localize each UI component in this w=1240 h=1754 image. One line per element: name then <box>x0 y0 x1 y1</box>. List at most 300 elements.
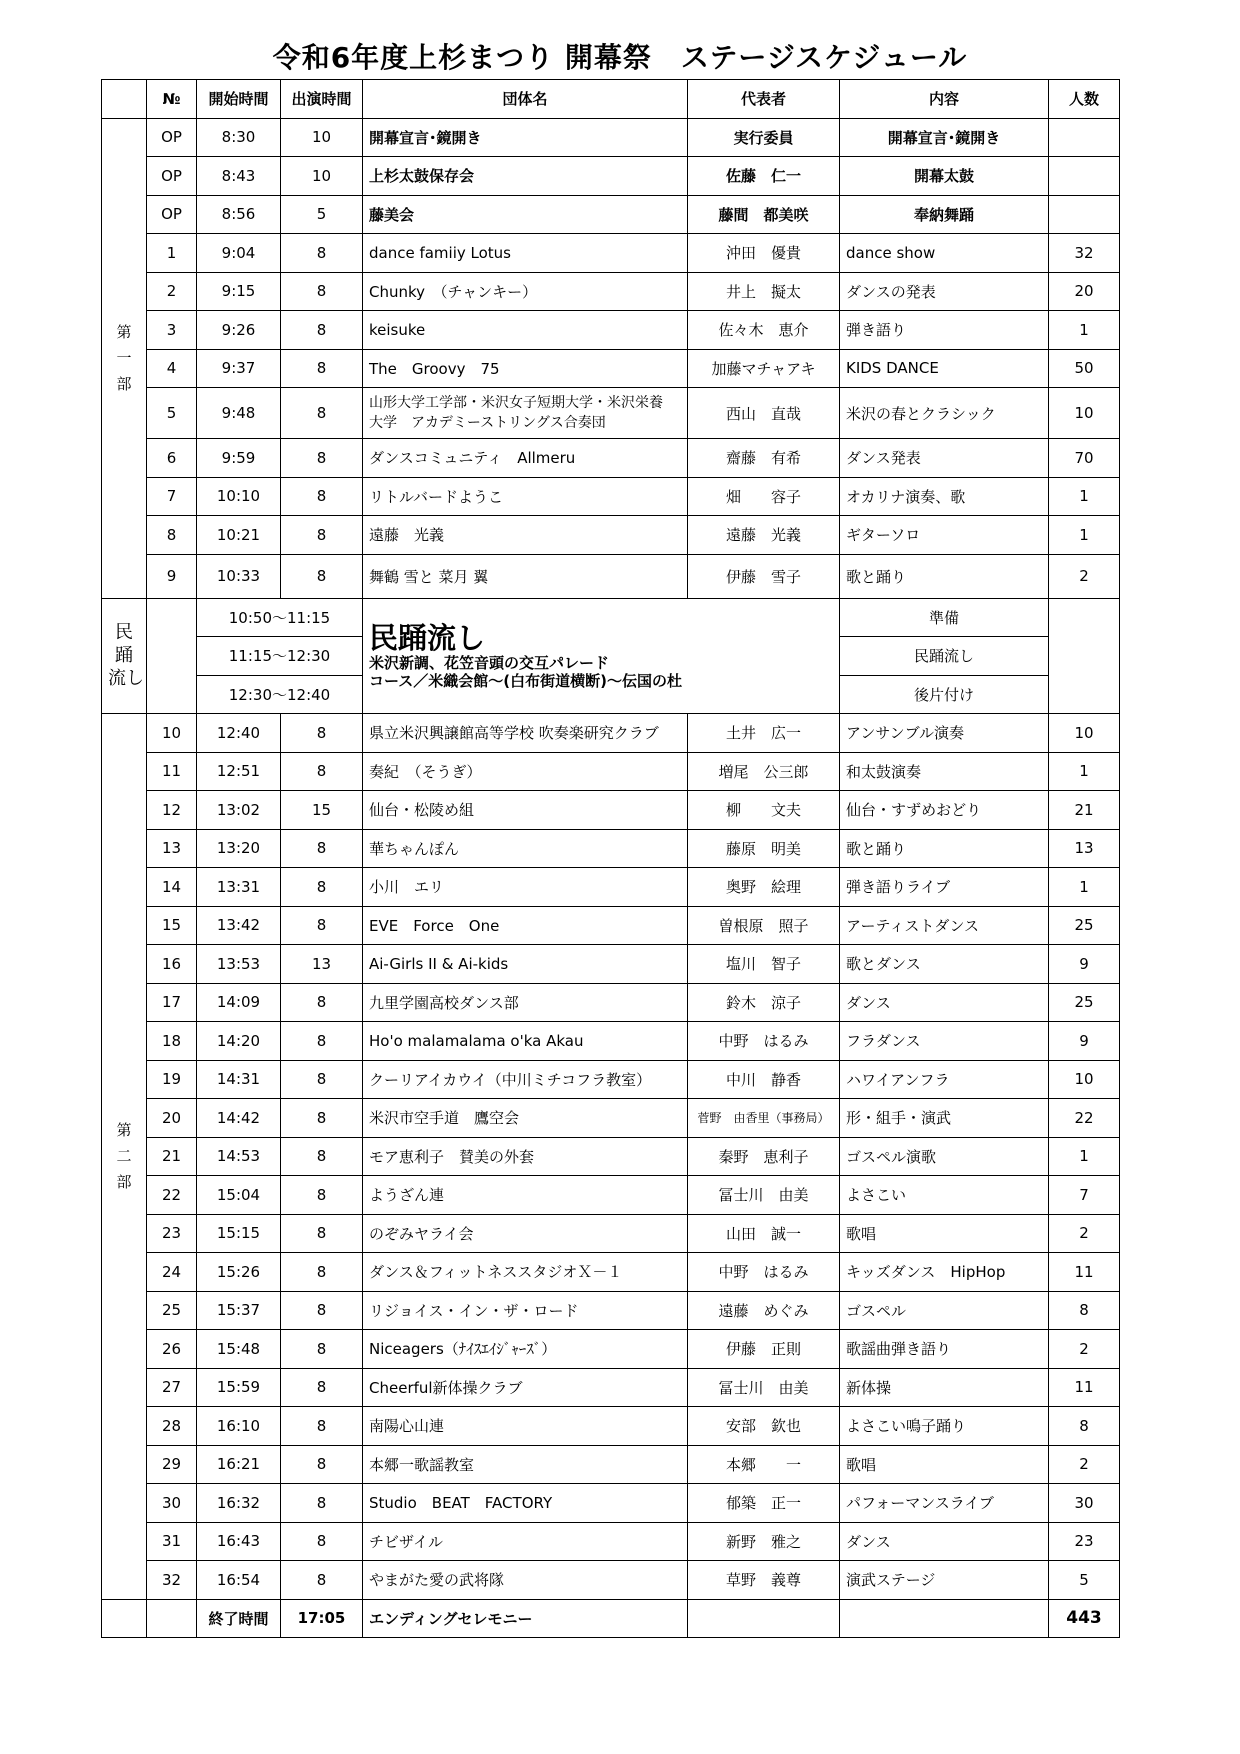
row-start-time: 15:59 <box>197 1368 281 1407</box>
table-row <box>102 477 1120 516</box>
row-start-time: 14:09 <box>197 983 281 1022</box>
row-count: 50 <box>1049 349 1120 388</box>
row-rep: 齋藤 有希 <box>688 439 840 478</box>
row-start-time: 8:30 <box>197 118 281 157</box>
row-group: 本郷一歌謡教室 <box>363 1445 688 1484</box>
row-start-time: 13:31 <box>197 868 281 907</box>
row-group: 藤美会 <box>363 195 688 234</box>
row-count: 11 <box>1049 1253 1120 1292</box>
end-total: 443 <box>1049 1599 1120 1638</box>
row-no: 18 <box>147 1022 197 1061</box>
table-row <box>102 1022 1120 1061</box>
row-no: 15 <box>147 906 197 945</box>
row-group-line1: 山形大学工学部・米沢女子短期大学・米沢栄養 <box>369 395 663 411</box>
row-rep: 伊藤 正則 <box>688 1330 840 1369</box>
row-group: ダンスコミュニティ Allmeru <box>363 439 688 478</box>
end-content <box>840 1599 1049 1638</box>
row-rep: 遠藤 めぐみ <box>688 1291 840 1330</box>
row-content: ダンス <box>840 1522 1049 1561</box>
row-count: 21 <box>1049 791 1120 830</box>
table-row <box>102 118 1120 157</box>
row-duration: 8 <box>281 1484 363 1523</box>
row-no: 11 <box>147 752 197 791</box>
table-row <box>102 1060 1120 1099</box>
table-row <box>102 1099 1120 1138</box>
row-start-time: 13:53 <box>197 945 281 984</box>
row-duration: 8 <box>281 234 363 273</box>
row-count: 32 <box>1049 234 1120 273</box>
row-count: 10 <box>1049 388 1120 439</box>
row-duration: 8 <box>281 1561 363 1600</box>
row-group: ようざん連 <box>363 1176 688 1215</box>
row-rep: 鈴木 涼子 <box>688 983 840 1022</box>
row-no: 2 <box>147 272 197 311</box>
row-content: 開幕宣言･鏡開き <box>840 118 1049 157</box>
row-no: 16 <box>147 945 197 984</box>
row-rep: 井上 擬太 <box>688 272 840 311</box>
row-group: 米沢市空手道 鷹空会 <box>363 1099 688 1138</box>
row-duration: 8 <box>281 388 363 439</box>
row-count: 1 <box>1049 752 1120 791</box>
row-rep: 山田 誠一 <box>688 1214 840 1253</box>
row-start-time: 9:15 <box>197 272 281 311</box>
table-row <box>102 516 1120 555</box>
minyo-title: 民踊流し <box>369 620 486 655</box>
row-count: 25 <box>1049 983 1120 1022</box>
row-group: のぞみヤライ会 <box>363 1214 688 1253</box>
row-count <box>1049 157 1120 196</box>
row-start-time: 14:20 <box>197 1022 281 1061</box>
table-row <box>102 906 1120 945</box>
end-rep <box>688 1599 840 1638</box>
row-no: 23 <box>147 1214 197 1253</box>
row-content: dance show <box>840 234 1049 273</box>
header-row <box>102 80 1120 119</box>
row-duration: 8 <box>281 1445 363 1484</box>
schedule-table <box>101 79 1120 1638</box>
schedule-body <box>102 118 1120 1638</box>
row-duration: 8 <box>281 983 363 1022</box>
row-no: 7 <box>147 477 197 516</box>
row-count: 5 <box>1049 1561 1120 1600</box>
row-start-time: 12:51 <box>197 752 281 791</box>
row-rep: 菅野 由香里（事務局） <box>688 1099 840 1138</box>
row-rep: 佐藤 仁一 <box>688 157 840 196</box>
table-row <box>102 1484 1120 1523</box>
row-no: 13 <box>147 829 197 868</box>
row-count: 25 <box>1049 906 1120 945</box>
header-duration: 出演時間 <box>281 80 363 119</box>
table-row <box>102 1176 1120 1215</box>
row-duration: 8 <box>281 906 363 945</box>
row-count: 2 <box>1049 1214 1120 1253</box>
row-content: ゴスペル演歌 <box>840 1137 1049 1176</box>
row-rep: 新野 雅之 <box>688 1522 840 1561</box>
row-group: やまがた愛の武将隊 <box>363 1561 688 1600</box>
row-start-time: 9:48 <box>197 388 281 439</box>
end-title: エンディングセレモニー <box>363 1599 688 1638</box>
row-no: 5 <box>147 388 197 439</box>
row-group: 舞鶴 雪と 菜月 翼 <box>363 554 688 598</box>
row-count: 1 <box>1049 1137 1120 1176</box>
row-count: 20 <box>1049 272 1120 311</box>
table-row <box>102 1445 1120 1484</box>
row-no: OP <box>147 195 197 234</box>
table-row <box>102 1330 1120 1369</box>
minyo-time: 11:15～12:30 <box>197 637 363 676</box>
table-row <box>102 439 1120 478</box>
row-duration: 8 <box>281 311 363 350</box>
table-row <box>102 1214 1120 1253</box>
row-no: 28 <box>147 1407 197 1446</box>
row-no: 27 <box>147 1368 197 1407</box>
row-duration: 8 <box>281 1214 363 1253</box>
row-start-time: 15:37 <box>197 1291 281 1330</box>
row-start-time: 13:02 <box>197 791 281 830</box>
row-count: 30 <box>1049 1484 1120 1523</box>
row-count: 8 <box>1049 1291 1120 1330</box>
row-content: ダンスの発表 <box>840 272 1049 311</box>
row-content: アンサンブル演奏 <box>840 714 1049 753</box>
row-group: 九里学園高校ダンス部 <box>363 983 688 1022</box>
row-start-time: 14:42 <box>197 1099 281 1138</box>
row-rep: 伊藤 雪子 <box>688 554 840 598</box>
row-group: The Groovy 75 <box>363 349 688 388</box>
row-duration: 15 <box>281 791 363 830</box>
row-group: Ai-Girls II & Ai-kids <box>363 945 688 984</box>
minyo-desc-2: コース／米織会館～(白布街道横断)～伝国の杜 <box>369 671 682 690</box>
row-content: 奉納舞踊 <box>840 195 1049 234</box>
row-content: ダンス発表 <box>840 439 1049 478</box>
row-group: keisuke <box>363 311 688 350</box>
row-content: 演武ステージ <box>840 1561 1049 1600</box>
row-no: 10 <box>147 714 197 753</box>
row-group: リトルバードようこ <box>363 477 688 516</box>
table-row <box>102 1291 1120 1330</box>
row-content: 米沢の春とクラシック <box>840 388 1049 439</box>
row-count: 13 <box>1049 829 1120 868</box>
row-rep: 柳 文夫 <box>688 791 840 830</box>
row-rep: 佐々木 恵介 <box>688 311 840 350</box>
row-rep: 秦野 恵利子 <box>688 1137 840 1176</box>
row-start-time: 10:10 <box>197 477 281 516</box>
header-group: 団体名 <box>363 80 688 119</box>
row-content: ハワイアンフラ <box>840 1060 1049 1099</box>
row-duration: 8 <box>281 349 363 388</box>
row-duration: 8 <box>281 1137 363 1176</box>
row-content: フラダンス <box>840 1022 1049 1061</box>
row-content: 和太鼓演奏 <box>840 752 1049 791</box>
row-rep: 草野 義尊 <box>688 1561 840 1600</box>
row-rep: 加藤マチャアキ <box>688 349 840 388</box>
row-count: 10 <box>1049 1060 1120 1099</box>
row-group: Niceagers（ﾅｲｽｴｲｼﾞｬｰｽﾞ） <box>363 1330 688 1369</box>
section-label-part1: 第 一 部 <box>102 118 147 598</box>
row-start-time: 14:53 <box>197 1137 281 1176</box>
row-duration: 8 <box>281 1060 363 1099</box>
row-duration: 8 <box>281 272 363 311</box>
row-content: よさこい鳴子踊り <box>840 1407 1049 1446</box>
row-rep: 藤原 明美 <box>688 829 840 868</box>
row-no: 30 <box>147 1484 197 1523</box>
row-no: 17 <box>147 983 197 1022</box>
row-count: 11 <box>1049 1368 1120 1407</box>
minyo-description <box>363 598 840 714</box>
row-duration: 8 <box>281 1022 363 1061</box>
row-group: 華ちゃんぽん <box>363 829 688 868</box>
row-content: ゴスペル <box>840 1291 1049 1330</box>
row-count: 1 <box>1049 311 1120 350</box>
row-content: 仙台・すずめおどり <box>840 791 1049 830</box>
row-start-time: 9:59 <box>197 439 281 478</box>
row-duration: 8 <box>281 1368 363 1407</box>
minyo-step: 後片付け <box>840 675 1049 714</box>
minyo-step: 準備 <box>840 598 1049 637</box>
row-duration: 8 <box>281 477 363 516</box>
row-content: 歌とダンス <box>840 945 1049 984</box>
row-group-line2: 大学 アカデミーストリングス合奏団 <box>369 415 606 431</box>
row-count: 70 <box>1049 439 1120 478</box>
table-row <box>102 983 1120 1022</box>
table-row <box>102 868 1120 907</box>
row-rep: 畑 容子 <box>688 477 840 516</box>
row-duration: 8 <box>281 1253 363 1292</box>
header-content: 内容 <box>840 80 1049 119</box>
row-rep: 西山 直哉 <box>688 388 840 439</box>
row-rep: 曽根原 照子 <box>688 906 840 945</box>
row-content: 形・組手・演武 <box>840 1099 1049 1138</box>
row-group: ダンス＆フィットネススタジオＸ－１ <box>363 1253 688 1292</box>
row-no: 25 <box>147 1291 197 1330</box>
row-count <box>1049 118 1120 157</box>
row-count: 10 <box>1049 714 1120 753</box>
row-group: Cheerful新体操クラブ <box>363 1368 688 1407</box>
row-no: 1 <box>147 234 197 273</box>
row-count: 1 <box>1049 516 1120 555</box>
row-rep: 安部 欽也 <box>688 1407 840 1446</box>
row-group: クーリアイカウイ（中川ミチコフラ教室） <box>363 1060 688 1099</box>
row-rep: 塩川 智子 <box>688 945 840 984</box>
table-row <box>102 945 1120 984</box>
row-count: 7 <box>1049 1176 1120 1215</box>
table-row <box>102 1368 1120 1407</box>
minyo-row <box>102 598 1120 637</box>
row-start-time: 16:32 <box>197 1484 281 1523</box>
row-content: キッズダンス HipHop <box>840 1253 1049 1292</box>
row-rep: 郁築 正一 <box>688 1484 840 1523</box>
row-rep: 実行委員 <box>688 118 840 157</box>
row-no: 6 <box>147 439 197 478</box>
row-rep: 冨士川 由美 <box>688 1368 840 1407</box>
row-group: EVE Force One <box>363 906 688 945</box>
row-no: 24 <box>147 1253 197 1292</box>
row-start-time: 8:56 <box>197 195 281 234</box>
row-content: ギターソロ <box>840 516 1049 555</box>
row-count <box>1049 195 1120 234</box>
row-start-time: 15:04 <box>197 1176 281 1215</box>
row-no: 9 <box>147 554 197 598</box>
row-start-time: 16:54 <box>197 1561 281 1600</box>
row-duration: 5 <box>281 195 363 234</box>
row-duration: 8 <box>281 868 363 907</box>
row-start-time: 10:33 <box>197 554 281 598</box>
row-rep: 中野 はるみ <box>688 1253 840 1292</box>
row-content: KIDS DANCE <box>840 349 1049 388</box>
header-section <box>102 80 147 119</box>
row-start-time: 12:40 <box>197 714 281 753</box>
row-group: 開幕宣言･鏡開き <box>363 118 688 157</box>
row-content: よさこい <box>840 1176 1049 1215</box>
row-group: 奏紀 （そうぎ） <box>363 752 688 791</box>
row-content: 弾き語りライブ <box>840 868 1049 907</box>
row-group: Ho'o malamalama o'ka Akau <box>363 1022 688 1061</box>
row-group: 遠藤 光義 <box>363 516 688 555</box>
row-count: 1 <box>1049 868 1120 907</box>
row-count: 22 <box>1049 1099 1120 1138</box>
table-row <box>102 157 1120 196</box>
table-row <box>102 1522 1120 1561</box>
table-row <box>102 714 1120 753</box>
row-no: 31 <box>147 1522 197 1561</box>
row-count: 23 <box>1049 1522 1120 1561</box>
table-row <box>102 829 1120 868</box>
row-duration: 10 <box>281 118 363 157</box>
minyo-time: 12:30～12:40 <box>197 675 363 714</box>
row-duration: 8 <box>281 752 363 791</box>
row-group: dance famiiy Lotus <box>363 234 688 273</box>
row-no: 20 <box>147 1099 197 1138</box>
section-label-minyo: 民 踊 流し <box>102 598 147 714</box>
row-no: 32 <box>147 1561 197 1600</box>
row-group: Chunky （チャンキー） <box>363 272 688 311</box>
page-title: 令和6年度上杉まつり 開幕祭 ステージスケジュール <box>272 41 968 74</box>
end-section <box>102 1599 147 1638</box>
row-rep: 遠藤 光義 <box>688 516 840 555</box>
row-content: オカリナ演奏、歌 <box>840 477 1049 516</box>
minyo-time: 10:50～11:15 <box>197 598 363 637</box>
row-no: OP <box>147 157 197 196</box>
row-group: 南陽心山連 <box>363 1407 688 1446</box>
row-duration: 8 <box>281 554 363 598</box>
row-start-time: 15:48 <box>197 1330 281 1369</box>
row-count: 2 <box>1049 554 1120 598</box>
row-group: 県立米沢興譲館高等学校 吹奏楽研究クラブ <box>363 714 688 753</box>
row-duration: 8 <box>281 829 363 868</box>
table-row <box>102 554 1120 598</box>
row-duration: 8 <box>281 1099 363 1138</box>
row-content: 歌と踊り <box>840 829 1049 868</box>
row-group: チビザイル <box>363 1522 688 1561</box>
row-count: 2 <box>1049 1330 1120 1369</box>
row-start-time: 16:43 <box>197 1522 281 1561</box>
row-group: 仙台・松陵め組 <box>363 791 688 830</box>
row-start-time: 16:21 <box>197 1445 281 1484</box>
header-rep: 代表者 <box>688 80 840 119</box>
row-no: 12 <box>147 791 197 830</box>
row-start-time: 9:26 <box>197 311 281 350</box>
table-row <box>102 311 1120 350</box>
row-no: 22 <box>147 1176 197 1215</box>
row-duration: 8 <box>281 1176 363 1215</box>
row-start-time: 8:43 <box>197 157 281 196</box>
row-start-time: 15:15 <box>197 1214 281 1253</box>
table-row <box>102 1407 1120 1446</box>
row-rep: 冨士川 由美 <box>688 1176 840 1215</box>
row-no: 26 <box>147 1330 197 1369</box>
minyo-desc-1: 米沢新調、花笠音頭の交互パレード <box>369 653 610 672</box>
row-content: 歌唱 <box>840 1445 1049 1484</box>
minyo-step: 民踊流し <box>840 637 1049 676</box>
row-group: 上杉太鼓保存会 <box>363 157 688 196</box>
row-rep: 土井 広一 <box>688 714 840 753</box>
row-rep: 中川 静香 <box>688 1060 840 1099</box>
row-content: 開幕太鼓 <box>840 157 1049 196</box>
row-count: 8 <box>1049 1407 1120 1446</box>
row-start-time: 9:37 <box>197 349 281 388</box>
row-no: 21 <box>147 1137 197 1176</box>
row-content: ダンス <box>840 983 1049 1022</box>
row-start-time: 15:26 <box>197 1253 281 1292</box>
row-rep: 沖田 優貴 <box>688 234 840 273</box>
row-rep: 本郷 一 <box>688 1445 840 1484</box>
row-duration: 10 <box>281 157 363 196</box>
row-start-time: 14:31 <box>197 1060 281 1099</box>
header-start: 開始時間 <box>197 80 281 119</box>
table-row <box>102 388 1120 439</box>
row-rep: 増尾 公三郎 <box>688 752 840 791</box>
row-start-time: 9:04 <box>197 234 281 273</box>
row-rep: 中野 はるみ <box>688 1022 840 1061</box>
row-content: 歌謡曲弾き語り <box>840 1330 1049 1369</box>
row-start-time: 13:42 <box>197 906 281 945</box>
row-content: 新体操 <box>840 1368 1049 1407</box>
table-row <box>102 752 1120 791</box>
minyo-count <box>1049 598 1120 714</box>
end-no <box>147 1599 197 1638</box>
table-row <box>102 349 1120 388</box>
row-count: 9 <box>1049 945 1120 984</box>
table-row <box>102 234 1120 273</box>
row-group: Studio BEAT FACTORY <box>363 1484 688 1523</box>
end-row <box>102 1599 1120 1638</box>
row-group <box>363 388 688 439</box>
row-no: OP <box>147 118 197 157</box>
end-time: 17:05 <box>281 1599 363 1638</box>
row-content: 弾き語り <box>840 311 1049 350</box>
row-duration: 8 <box>281 1291 363 1330</box>
row-duration: 8 <box>281 1330 363 1369</box>
row-no: 14 <box>147 868 197 907</box>
row-no: 19 <box>147 1060 197 1099</box>
row-start-time: 16:10 <box>197 1407 281 1446</box>
row-duration: 8 <box>281 516 363 555</box>
row-content: アーティストダンス <box>840 906 1049 945</box>
header-no: № <box>147 80 197 119</box>
row-no: 29 <box>147 1445 197 1484</box>
table-row <box>102 791 1120 830</box>
table-row <box>102 1561 1120 1600</box>
row-group: 小川 エリ <box>363 868 688 907</box>
row-start-time: 13:20 <box>197 829 281 868</box>
row-rep: 藤間 都美咲 <box>688 195 840 234</box>
minyo-no <box>147 598 197 714</box>
row-no: 4 <box>147 349 197 388</box>
header-count: 人数 <box>1049 80 1120 119</box>
row-count: 2 <box>1049 1445 1120 1484</box>
row-group: リジョイス・イン・ザ・ロード <box>363 1291 688 1330</box>
row-duration: 8 <box>281 1407 363 1446</box>
row-start-time: 10:21 <box>197 516 281 555</box>
